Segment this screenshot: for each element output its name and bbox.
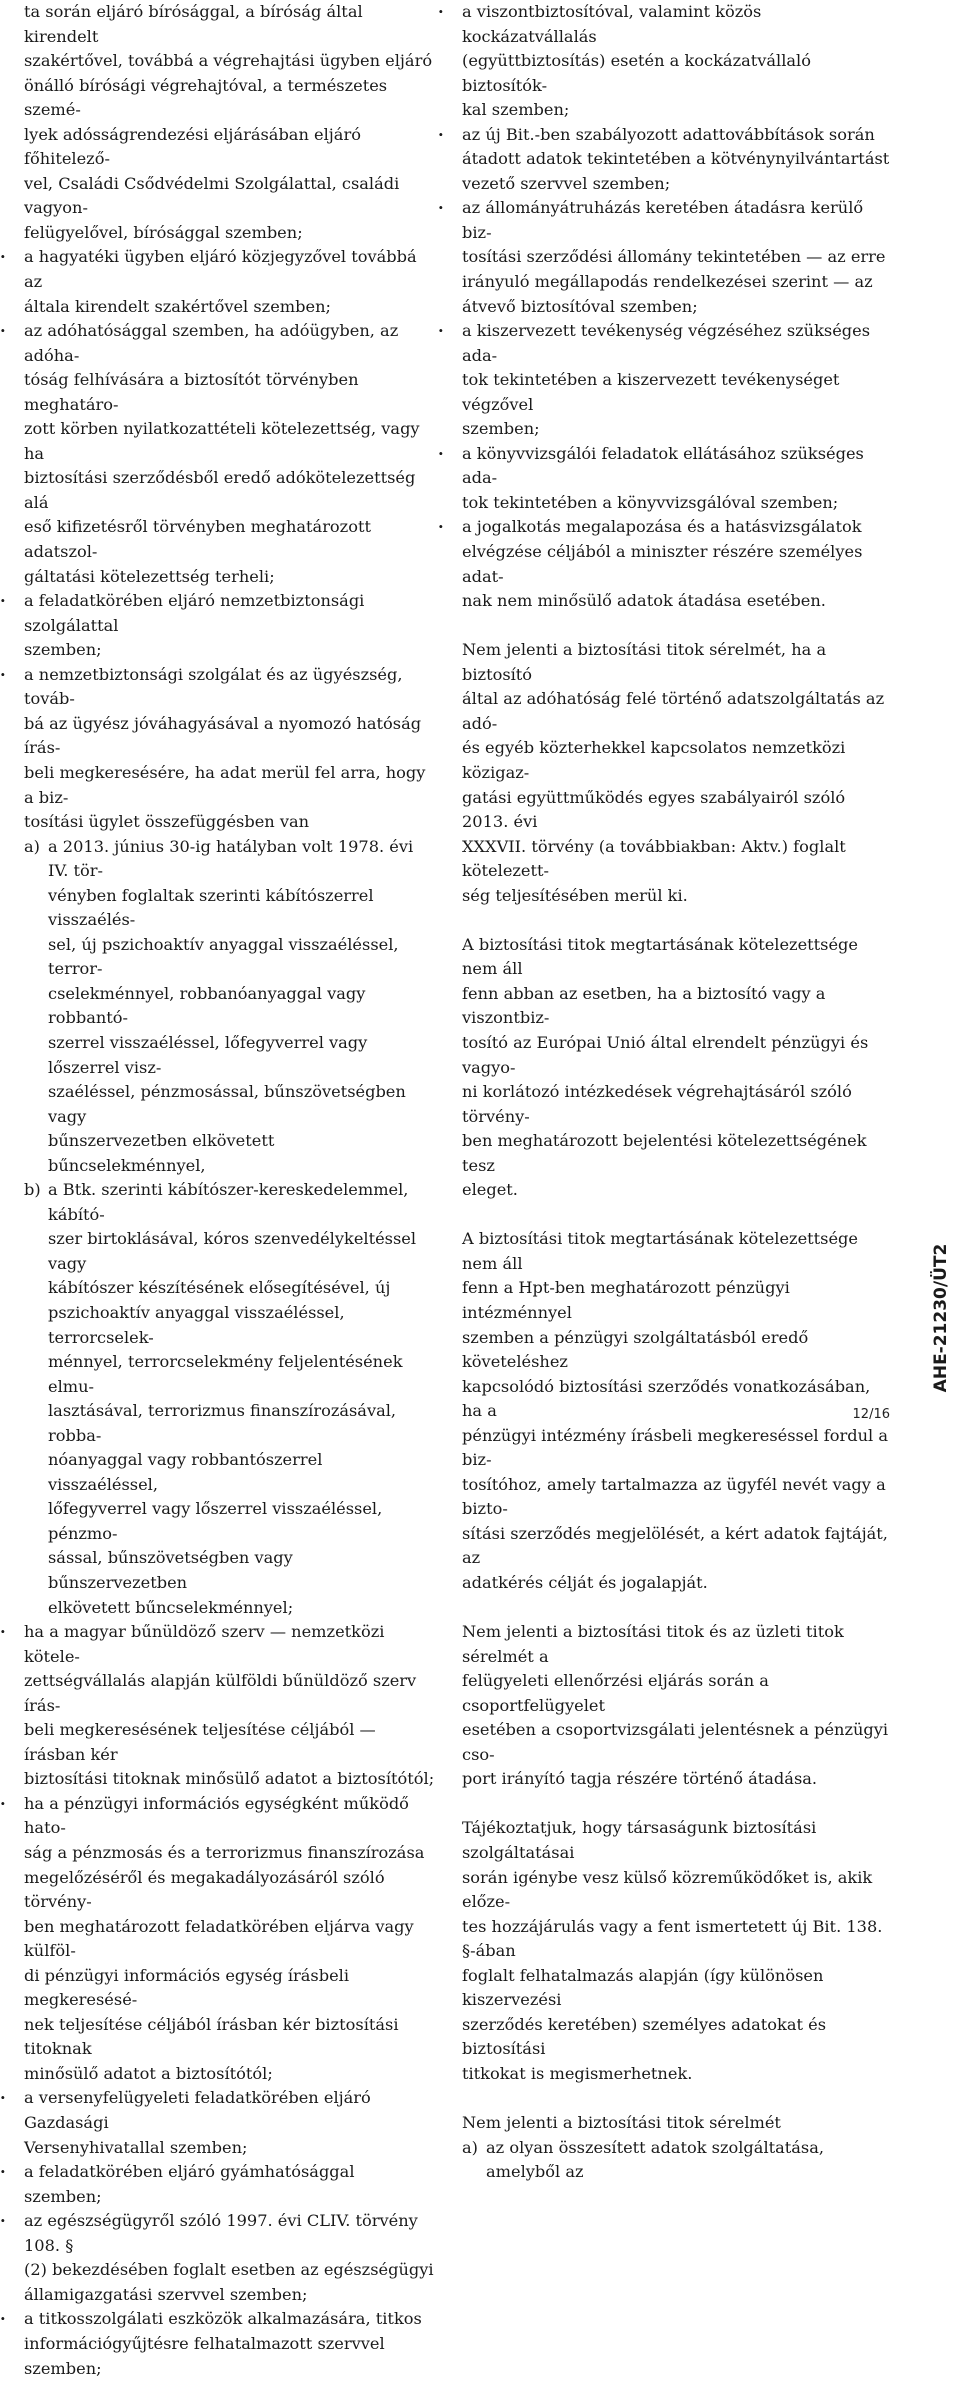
sub-item-marker: a) [24, 836, 40, 856]
list-item: · a feladatkörében eljáró nemzetbiztonsági szolgálattal szemben; [24, 589, 436, 663]
paragraph-gap [462, 614, 892, 639]
sub-item-b [24, 1178, 436, 1620]
list-item: · az új Bit.-ben szabályozott adattovábbítások során átadott adatok tekintetében a kötvénynyilvántartást vezető szervvel szemben; [462, 123, 892, 197]
list-item: · az adóhatósággal szemben, ha adóügyben, az adóha- tóság felhívására a biztosítót törvényben meghatáro- zott körben nyilatkozattételi kötelezettség, vagy ha biztosítási szerződésből eredő adókötelezettség alá eső kifizetésről törvényben meghatározott adatszol- gáltatási kötelezettség terheli; [24, 319, 436, 589]
paragraph-gap [462, 2086, 892, 2111]
paragraph: A biztosítási titok megtartásának kötelezettsége nem áll fenn a Hpt-ben meghatározott pénzügyi intézménnyel szemben a pénzügyi szolgáltatásból eredő követeléshez kapcsolódó biztosítási szerződés vonatkozásában, ha a pénzügyi intézmény írásbeli megkereséssel fordul a biz- tosítóhoz, amely tartalmazza az ügyfél nevét vagy a bizto- sítási szerződés megjelölését, a kért adatok fajtáját, az adatkérés célját és jogalapját. [462, 1229, 888, 1592]
list-item: · a viszontbiztosítóval, valamint közös kockázatvállalás (együttbiztosítás) esetén a kockázatvállaló biztosítók- kal szemben; [462, 0, 892, 123]
list-item: · az egészségügyről szóló 1997. évi CLIV. törvény 108. § (2) bekezdésében foglalt esetben az egészségügyi államigazgatási szervvel szemben; [24, 2209, 436, 2307]
intro-paragraph: ta során eljáró bírósággal, a bíróság által kirendelt szakértővel, továbbá a végrehajtási ügyben eljáró önálló bírósági végrehajtóval, a természetes szemé- lyek adósságrendezési eljárásában eljáró főhitelező- vel, Családi Csődvédelmi Szolgálattal, családi vagyon- felügyelővel, bírósággal szemben; [24, 2, 433, 242]
list-item: · a jogalkotás megalapozása és a hatásvizsgálatok elvégzése céljából a miniszter részére személyes adat- nak nem minősülő adatok átadása esetében. [462, 515, 892, 613]
sub-item-marker: b) [24, 1180, 41, 1200]
list-item: · a versenyfelügyeleti feladatkörében eljáró Gazdasági Versenyhivatallal szemben; [24, 2086, 436, 2160]
paragraph-gap [462, 1792, 892, 1817]
document-code-text: AHE-21230/ÜT2 [931, 1243, 951, 1393]
list-item: · a könyvvizsgálói feladatok ellátásához szükséges ada- tok tekintetében a könyvvizsgálóval szemben; [462, 442, 892, 516]
paragraph: Tájékoztatjuk, hogy társaságunk biztosítási szolgáltatásai során igénybe vesz külső közreműködőket is, akik előze- tes hozzájárulás vagy a fent ismertetett új Bit. 138. §-ában foglalt felhatalmazás alapján (így különösen kiszervezési szerződés keretében) személyes adatokat és biztosítási titkokat is megismerhetnek. [462, 1818, 883, 2083]
sub-item-text: az olyan összesített adatok szolgáltatása, amelyből az [486, 2137, 825, 2182]
sub-item-text: a 2013. június 30-ig hatályban volt 1978. évi IV. tör- vényben foglaltak szerinti kábítószerrel visszaélés- sel, új pszichoaktív anyaggal visszaéléssel, terror- cselekménnyel, robbanóanyaggal vagy robbantó- szerrel visszaéléssel, lőfegyverrel vagy lőszerrel visz- szaéléssel, pénzmosással, bűnszövetségben vagy bűnszervezetben elkövetett bűncselekménnyel, [48, 836, 414, 1175]
page-number: 12/16 [852, 1407, 890, 1422]
paragraph: Nem jelenti a biztosítási titok sérelmét [462, 2113, 781, 2133]
paragraph-gap [462, 908, 892, 933]
sub-item-text: a Btk. szerinti kábítószer-kereskedelemmel, kábító- szer birtoklásával, kóros szenvedélykeltéssel vagy kábítószer készítésének elősegítésével, új pszichoaktív anyaggal visszaéléssel, terrorcselek- ménnyel, terrorcselekmény feljelentésének elmu- lasztásával, terrorizmus finanszírozásával, robba- nóanyaggal vagy robbantószerrel visszaéléssel, lőfegyverrel vagy lőszerrel visszaéléssel, pénzmo- sással, bűnszövetségben vagy bűnszervezetben elkövetett bűncselekménnyel; [48, 1180, 417, 1617]
paragraph-gap [462, 1203, 892, 1228]
list-item: · az állományátruházás keretében átadásra kerülő biz- tosítási szerződési állomány tekintetében — az erre irányuló megállapodás rendelkezései szerint — az átvevő biztosítóval szemben; [462, 196, 892, 319]
list-item: · a titkosszolgálati eszközök alkalmazására, titkos információgyűjtésre felhatalmazott szervvel szemben; [24, 2307, 436, 2381]
list-item: · a nemzetbiztonsági szolgálat és az ügyészség, továb- bá az ügyész jóváhagyásával a nyomozó hatóság írás- beli megkeresésére, ha adat merül fel arra, hogy a biz- tosítási ügylet összefüggésben van [24, 663, 436, 835]
list-item: · a kiszervezett tevékenység végzéséhez szükséges ada- tok tekintetében a kiszervezett tevékenységet végzővel szemben; [462, 319, 892, 442]
paragraph-gap [462, 1596, 892, 1621]
list-item: · ha a pénzügyi információs egységként működő hato- ság a pénzmosás és a terrorizmus finanszírozása megelőzéséről és megakadályozásáról szóló törvény- ben meghatározott feladatkörében eljárva vagy külföl- di pénzügyi információs egység írásbeli megkeresésé- nek teljesítése céljából írásban kér biztosítási titoknak minősülő adatot a biztosítótól; [24, 1792, 436, 2087]
paragraph: Nem jelenti a biztosítási titok sérelmét, ha a biztosító által az adóhatóság felé történő adatszolgáltatás az adó- és egyéb közterhekkel kapcsolatos nemzetközi közigaz- gatási együttműködés egyes szabályairól szóló 2013. évi XXXVII. törvény (a továbbiakban: Aktv.) foglalt kötelezett- ség teljesítésében merül ki. [462, 640, 885, 905]
list-item: · ha a magyar bűnüldöző szerv — nemzetközi kötele- zettségvállalás alapján külföldi bűnüldöző szerv írás- beli megkeresésének teljesítése céljából — írásban kér biztosítási titoknak minősülő adatot a biztosítótól; [24, 1620, 436, 1792]
sub-item-a [462, 2136, 892, 2185]
document-code [926, 1243, 956, 1393]
sub-item-a [24, 835, 436, 1179]
right-column [462, 0, 892, 2185]
left-column [24, 0, 436, 2381]
paragraph: A biztosítási titok megtartásának kötelezettsége nem áll fenn abban az esetben, ha a biztosító vagy a viszontbiz- tosító az Európai Unió által elrendelt pénzügyi és vagyo- ni korlátozó intézkedések végrehajtásáról szóló törvény- ben meghatározott bejelentési kötelezettségének tesz eleget. [462, 934, 869, 1200]
paragraph: Nem jelenti a biztosítási titok és az üzleti titok sérelmét a felügyeleti ellenőrzési eljárás során a csoportfelügyelet esetében a csoportvizsgálati jelentésnek a pénzügyi cso- port irányító tagja részére történő átadása. [462, 1622, 889, 1789]
list-item: · a feladatkörében eljáró gyámhatósággal szemben; [24, 2160, 436, 2209]
list-item: · a hagyatéki ügyben eljáró közjegyzővel továbbá az általa kirendelt szakértővel szemben; [24, 245, 436, 319]
sub-item-marker: a) [462, 2137, 478, 2157]
